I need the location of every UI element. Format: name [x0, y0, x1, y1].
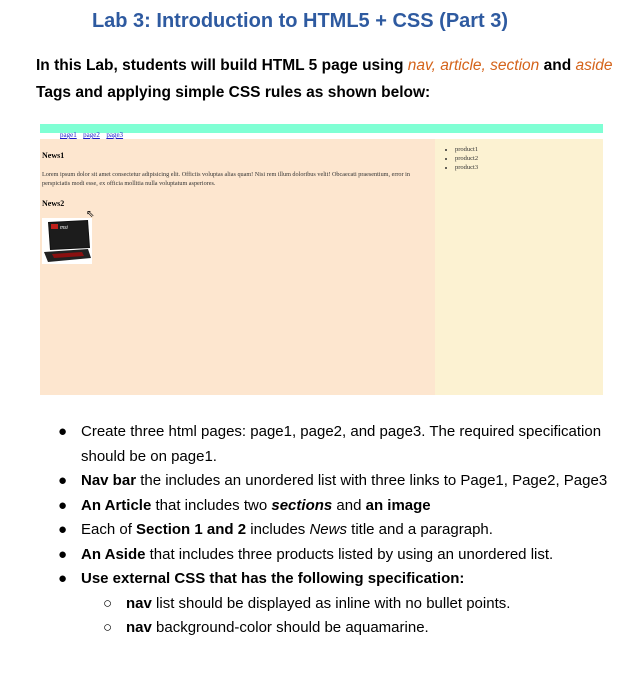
bullet-icon: ● — [58, 423, 68, 440]
example-news1-title: News1 — [42, 151, 65, 160]
laptop-image — [42, 218, 92, 264]
intro-text-1: In this Lab, students will build HTML 5 page using — [36, 57, 408, 74]
requirement-item: ● An Aside that includes three products listed by using an unordered list. — [56, 543, 616, 568]
requirement-item: ● Use external CSS that has the following specification: — [56, 567, 616, 592]
example-screenshot — [36, 117, 603, 395]
example-news2-title: News2 — [42, 199, 65, 208]
requirement-item: ● Create three html pages: page1, page2, and page3. The required specification should be on page1. — [56, 420, 616, 469]
intro-text-2: and — [539, 57, 576, 74]
example-product-item: • product1 — [455, 145, 478, 154]
requirements-list — [56, 420, 616, 641]
circle-bullet-icon: ○ — [103, 619, 113, 636]
laptop-brand-label: msi — [60, 225, 68, 231]
intro-text-3: Tags and applying simple CSS rules as shown below: — [36, 84, 431, 101]
example-nav-bar — [40, 124, 603, 139]
bullet-icon: ● — [58, 496, 68, 514]
example-nav-link-page1[interactable]: page1 — [60, 131, 77, 139]
requirement-item: ● An Article that includes two sections and an image — [56, 494, 616, 519]
intro-tag-aside: aside — [575, 57, 613, 74]
intro-tag-article: article, — [440, 57, 486, 74]
intro-tag-section: section — [490, 57, 540, 74]
example-nav-link-page3[interactable]: page3 — [106, 131, 124, 139]
example-news1-paragraph: Lorem ipsum dolor sit amet consectetur adipisicing elit. Officiis voluptas alias quam! Nisi rem illum doloribus velit! Obcaecati praesentium, error in perspiciatis modi esse, ex officia mollitia nulla voluptatum asperiores. — [42, 171, 410, 187]
example-nav-link-page2[interactable]: page2 — [83, 131, 100, 139]
mouse-cursor-icon: ⇖ — [86, 209, 95, 220]
example-article — [40, 139, 435, 395]
css-spec-item: ○ nav list should be displayed as inline with no bullet points. — [56, 592, 616, 617]
bullet-icon: ● — [58, 570, 68, 587]
intro-tag-nav: nav, — [407, 57, 436, 74]
bullet-icon: ● — [58, 521, 68, 538]
bullet-icon: ● — [58, 472, 68, 489]
intro-paragraph — [36, 52, 616, 106]
page-title: Lab 3: Introduction to HTML5 + CSS (Part 3) — [91, 10, 509, 32]
example-product-list — [435, 145, 478, 172]
requirement-item: ● Nav bar the includes an unordered list with three links to Page1, Page2, Page3 — [56, 469, 616, 494]
example-product-item: • product3 — [455, 163, 478, 172]
example-aside — [435, 139, 603, 395]
circle-bullet-icon: ○ — [103, 594, 113, 612]
requirement-item: ● Each of Section 1 and 2 includes News title and a paragraph. — [56, 518, 616, 543]
bullet-icon: ● — [58, 545, 68, 563]
css-spec-item: ○ nav background-color should be aquamarine. — [56, 616, 616, 641]
example-product-item: • product2 — [455, 154, 478, 163]
